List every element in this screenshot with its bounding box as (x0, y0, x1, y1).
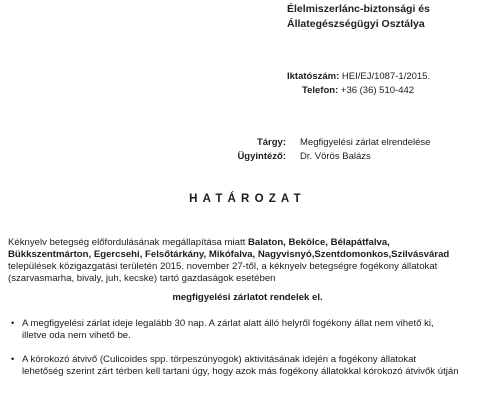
organization-name-line1: Élelmiszerlánc-biztonsági és (287, 3, 430, 15)
administrator-value: Dr. Vörös Balázs (300, 151, 371, 162)
phone-value: +36 (36) 510-442 (340, 85, 415, 96)
phone (302, 85, 414, 96)
intro-line4: (szarvasmarha, bivaly, juh, kecske) tartó gazdaságok esetében (8, 273, 276, 284)
subject-label: Tárgy: (256, 137, 286, 148)
intro-line2-places: Bükkszentmárton, Egercsehi, Felsőtárkány, Mikófalva, Nagyvisnyó,Szentdomonkos,Szilvásvárad (8, 249, 450, 260)
organization-name-line2: Állategészségügyi Osztálya (287, 18, 425, 30)
bullet-1-line2: illetve oda nem vihető be. (22, 330, 131, 341)
reference-number (287, 71, 430, 82)
reference-number-label: Iktatószám: (287, 71, 340, 82)
intro-line1 (8, 237, 390, 249)
reference-number-value: HEI/EJ/1087-1/2015. (341, 71, 431, 82)
bullet-2-line1: A kórokozó átvivő (Culicoides spp. törpeszúnyogok) aktivitásának idején a fogékony állatokat (22, 354, 417, 365)
bullet-1-line1: A megfigyelési zárlat ideje legalább 30 nap. A zárlat alatt álló helyről fogékony állat nem vihető ki, (22, 318, 434, 329)
bullet-marker: • (11, 318, 15, 329)
phone-label: Telefon: (302, 85, 339, 96)
administrator-label: Ügyintéző: (237, 151, 286, 162)
bullet-marker: • (11, 354, 15, 365)
bullet-2-line2: lehetőség szerint zárt térben kell tartani úgy, hogy azok más fogékony állatokkal kórokozó átvivők útján (22, 366, 459, 377)
document-title: HATÁROZAT (189, 193, 306, 205)
intro-line3: települések közigazgatási területén 2015. november 27-től, a kéknyelv betegségre fogékony állatokat (8, 261, 438, 272)
subject-value: Megfigyelési zárlat elrendelése (300, 137, 431, 148)
intro-line1-places: Balaton, Bekölce, Bélapátfalva, (248, 237, 390, 248)
intro-line1-prefix: Kéknyelv betegség előfordulásának megállapítása miatt (8, 237, 248, 248)
decree-statement: megfigyelési zárlatot rendelek el. (172, 292, 323, 303)
